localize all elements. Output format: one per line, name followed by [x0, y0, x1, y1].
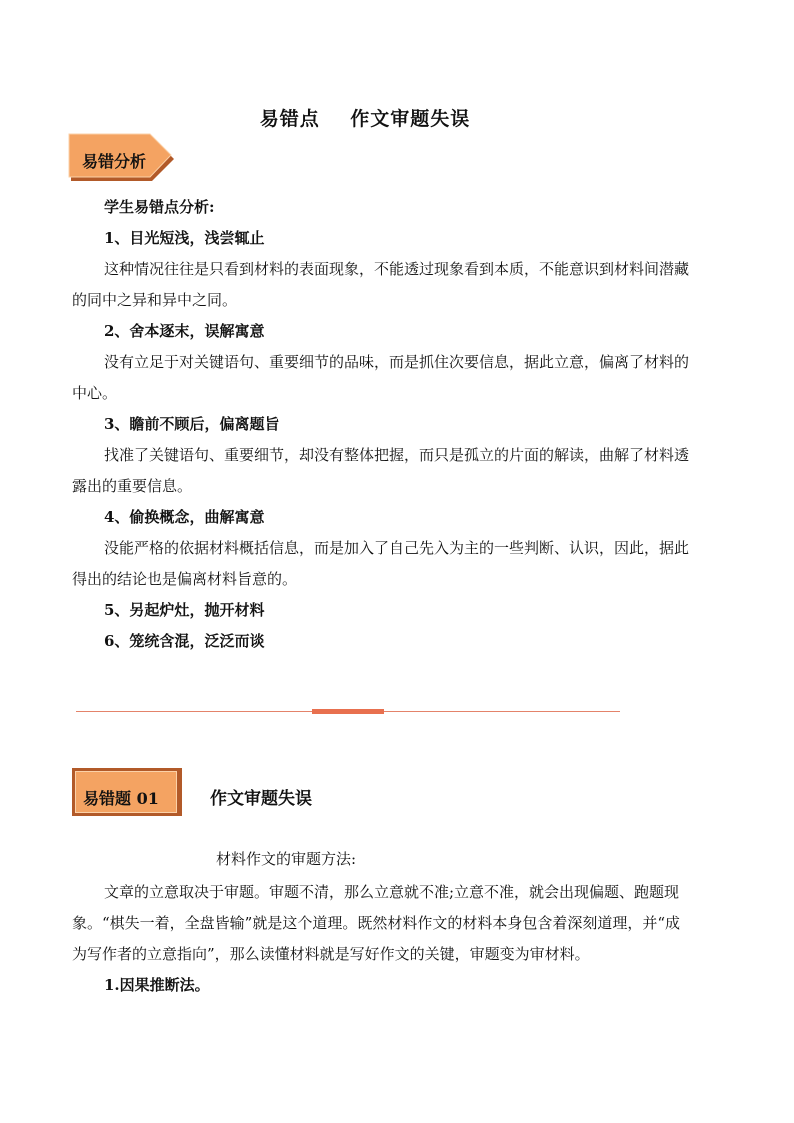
- divider-accent: [312, 709, 384, 714]
- analysis-tag-label: 易错分析: [82, 152, 147, 171]
- paragraph-line: 得出的结论也是偏离材料旨意的。: [72, 570, 298, 588]
- section-title: 作文审题失误: [210, 789, 312, 809]
- paragraph-line: 没有立足于对关键语句、重要细节的品味，而是抓住次要信息，据此立意，偏离了材料的: [104, 353, 690, 371]
- paragraph-line: 这种情况往往是只看到材料的表面现象，不能透过现象看到本质，不能意识到材料间潜藏: [104, 260, 690, 278]
- paragraph-line: 象。“棋失一着，全盘皆输”就是这个道理。既然材料作文的材料本身包含着深刻道理，并“成: [72, 914, 681, 932]
- analysis-tag: [68, 133, 178, 185]
- paragraph-line: 露出的重要信息。: [72, 477, 193, 495]
- sub-heading: 1.因果推断法。: [104, 976, 210, 994]
- method-title: 材料作文的审题方法:: [216, 850, 357, 868]
- paragraph-line: 找准了关键语句、重要细节，却没有整体把握，而只是孤立的片面的解读，曲解了材料透: [104, 446, 690, 464]
- item-heading: 1、目光短浅，浅尝辄止: [104, 229, 265, 247]
- section-tag: [72, 768, 182, 816]
- item-heading: 2、舍本逐末，误解寓意: [104, 322, 265, 340]
- paragraph-line: 为写作者的立意指向”，那么读懂材料就是写好作文的关键，审题变为审材料。: [72, 945, 590, 963]
- paragraph-line: 的同中之异和异中之同。: [72, 291, 238, 309]
- item-heading: 4、偷换概念，曲解寓意: [104, 508, 265, 526]
- section-tag-label: 易错题 01: [83, 789, 159, 808]
- item-heading: 6、笼统含混，泛泛而谈: [104, 632, 265, 650]
- page-title: 易错点 作文审题失误: [259, 108, 471, 130]
- paragraph-line: 没能严格的依据材料概括信息，而是加入了自己先入为主的一些判断、认识，因此，据此: [104, 539, 690, 557]
- paragraph-line: 文章的立意取决于审题。审题不清，那么立意就不准;立意不准，就会出现偏题、跑题现: [104, 883, 680, 901]
- paragraph-line: 中心。: [72, 384, 118, 402]
- analysis-heading: 学生易错点分析:: [104, 198, 215, 216]
- item-heading: 3、瞻前不顾后，偏离题旨: [104, 415, 280, 433]
- item-heading: 5、另起炉灶，抛开材料: [104, 601, 265, 619]
